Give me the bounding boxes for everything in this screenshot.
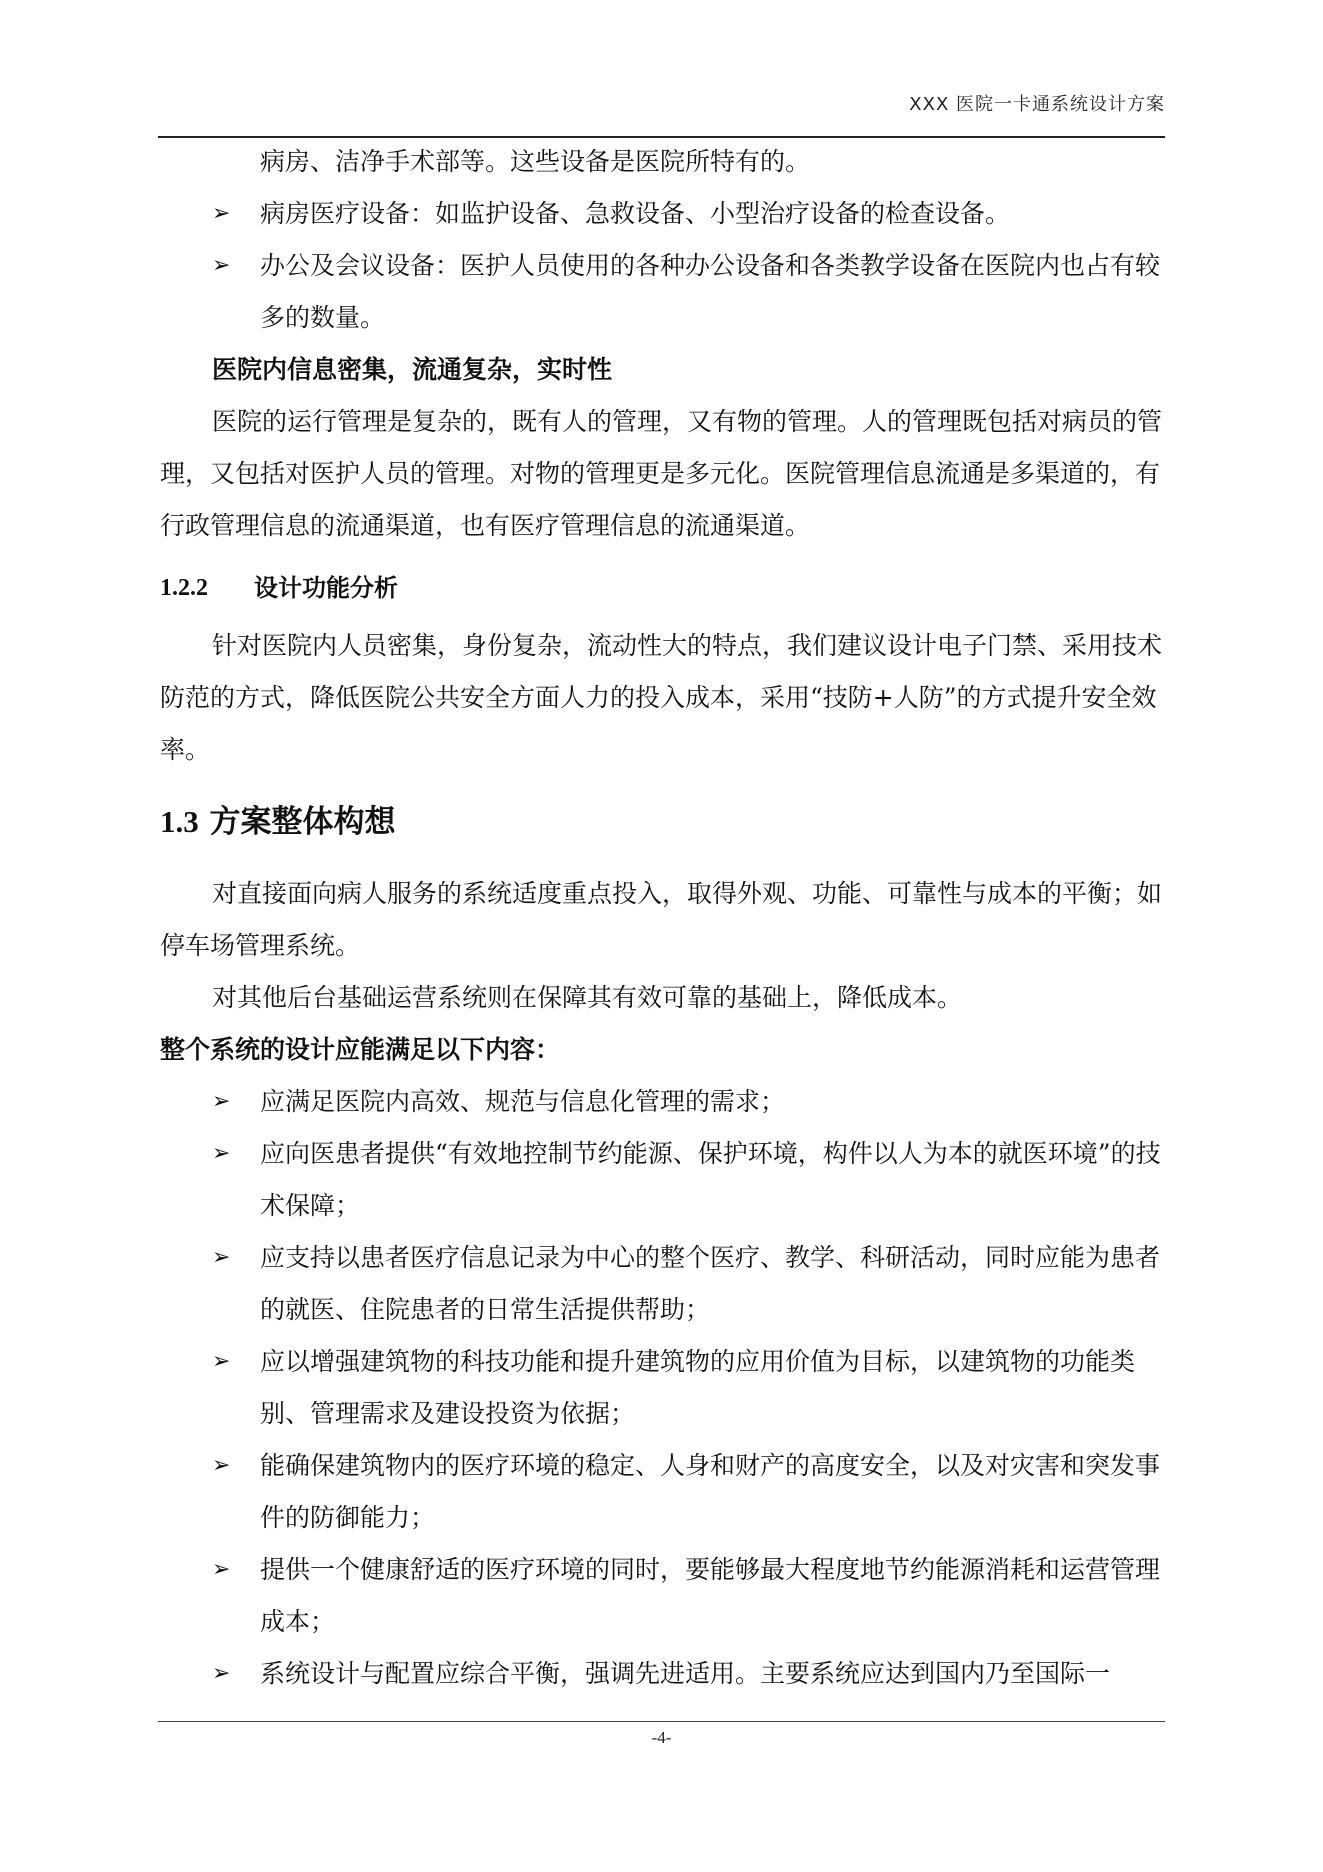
paragraph: 医院的运行管理是复杂的，既有人的管理，又有物的管理。人的管理既包括对病员的管理，又包括对医护人员的管理。对物的管理更是多元化。医院管理信息流通是多渠道的，有行政管理信息的流通渠道，也有医疗管理信息的流通渠道。 xyxy=(160,407,1163,540)
list-item-text: 应满足医院内高效、规范与信息化管理的需求； xyxy=(260,1087,786,1116)
bullet-arrow-icon: ➢ xyxy=(212,1141,231,1166)
list-item xyxy=(160,1128,1166,1232)
section-title: 设计功能分析 xyxy=(254,573,398,602)
bullet-arrow-icon: ➢ xyxy=(212,1089,231,1114)
list-item xyxy=(160,1076,1166,1128)
section-number: 1.3 xyxy=(160,804,199,839)
list-item xyxy=(160,1544,1166,1648)
document-body xyxy=(160,136,1166,1700)
bullet-arrow-icon: ➢ xyxy=(212,1661,231,1686)
list-item-text: 应支持以患者医疗信息记录为中心的整个医疗、教学、科研活动，同时应能为患者的就医、住院患者的日常生活提供帮助； xyxy=(260,1243,1161,1324)
list-item xyxy=(160,1440,1166,1544)
list-item-text: 应以增强建筑物的科技功能和提升建筑物的应用价值为目标，以建筑物的功能类别、管理需求及建设投资为依据； xyxy=(260,1347,1136,1428)
bullet-arrow-icon: ➢ xyxy=(212,1349,231,1374)
list-item-text: 应向医患者提供“有效地控制节约能源、保护环境，构件以人为本的就医环境”的技术保障； xyxy=(260,1139,1161,1220)
list-item xyxy=(160,1232,1166,1336)
bullet-arrow-icon: ➢ xyxy=(212,201,231,226)
list-item xyxy=(160,188,1166,240)
section-heading-1-3 xyxy=(160,802,1166,842)
bold-subheading: 整个系统的设计应能满足以下内容： xyxy=(160,1035,561,1064)
section-number: 1.2.2 xyxy=(160,575,208,601)
footer-rule xyxy=(158,1721,1165,1722)
paragraph: 针对医院内人员密集，身份复杂，流动性大的特点，我们建议设计电子门禁、采用技术防范的方式，降低医院公共安全方面人力的投入成本，采用“技防+人防”的方式提升安全效率。 xyxy=(160,631,1163,764)
paragraph: 对直接面向病人服务的系统适度重点投入，取得外观、功能、可靠性与成本的平衡；如停车场管理系统。 xyxy=(160,879,1163,960)
bold-subheading: 医院内信息密集，流通复杂，实时性 xyxy=(212,355,613,384)
bullet-arrow-icon: ➢ xyxy=(212,1557,231,1582)
section-heading-1-2-2 xyxy=(160,568,1166,608)
page-number: -4- xyxy=(651,1728,672,1747)
list-item xyxy=(160,1336,1166,1440)
bullet-arrow-icon: ➢ xyxy=(212,1245,231,1270)
list-item xyxy=(160,240,1166,344)
list-item-text: 系统设计与配置应综合平衡，强调先进适用。主要系统应达到国内乃至国际一 xyxy=(260,1659,1111,1688)
paragraph: 对其他后台基础运营系统则在保障其有效可靠的基础上，降低成本。 xyxy=(212,983,963,1012)
document-header: XXX 医院一卡通系统设计方案 xyxy=(909,94,1165,115)
bullet-arrow-icon: ➢ xyxy=(212,1453,231,1478)
list-item-text: 病房医疗设备：如监护设备、急救设备、小型治疗设备的检查设备。 xyxy=(260,199,1011,228)
list-item xyxy=(160,1648,1166,1700)
section-title: 方案整体构想 xyxy=(209,804,396,840)
list-item-text: 办公及会议设备：医护人员使用的各种办公设备和各类教学设备在医院内也占有较多的数量。 xyxy=(260,251,1161,332)
list-item-text: 提供一个健康舒适的医疗环境的同时，要能够最大程度地节约能源消耗和运营管理成本； xyxy=(260,1555,1161,1636)
continued-list-text: 病房、洁净手术部等。这些设备是医院所特有的。 xyxy=(260,147,811,176)
bullet-arrow-icon: ➢ xyxy=(212,253,231,278)
list-item-text: 能确保建筑物内的医疗环境的稳定、人身和财产的高度安全，以及对灾害和突发事件的防御能力； xyxy=(260,1451,1161,1532)
